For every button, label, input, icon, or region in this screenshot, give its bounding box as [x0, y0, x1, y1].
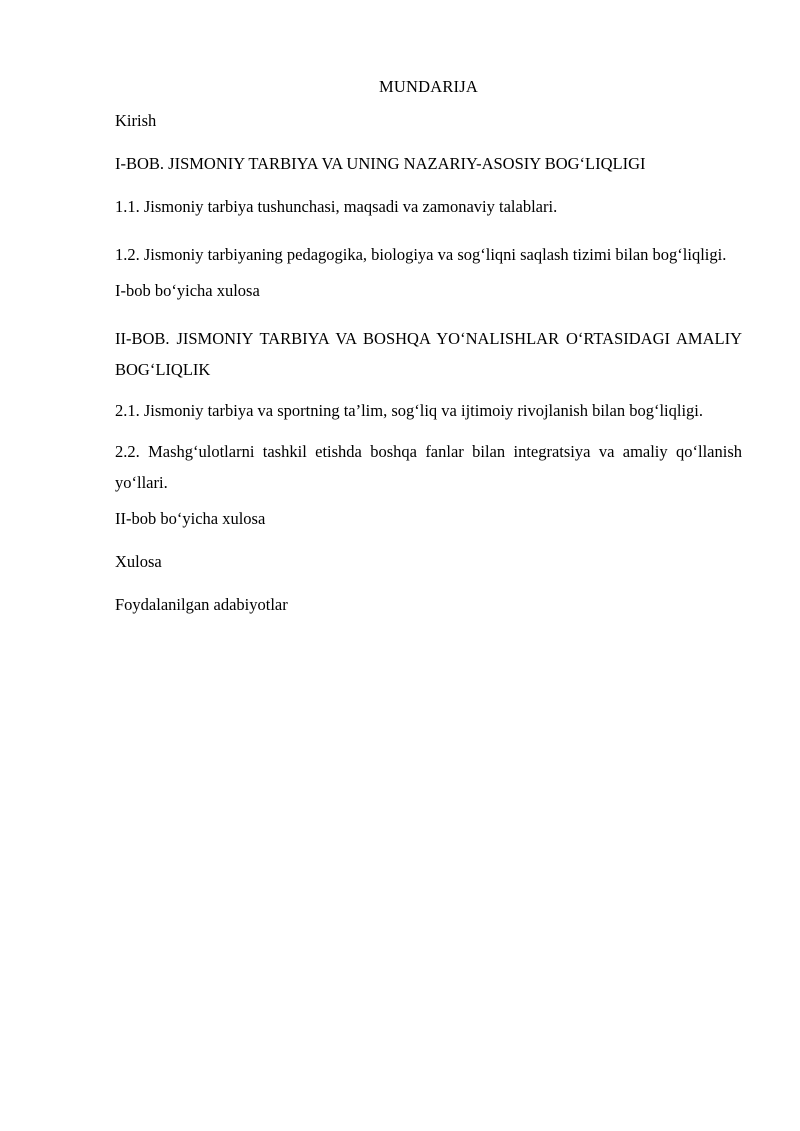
toc-entry-chapter-1: I-BOB. JISMONIY TARBIYA VA UNING NAZARIY-ASOSIY BOG‘LIQLIGI [115, 154, 646, 173]
toc-entry-section-1-1: 1.1. Jismoniy tarbiya tushunchasi, maqsadi va zamonaviy talablari. [115, 197, 558, 216]
toc-entry-conclusion: Xulosa [115, 552, 162, 571]
toc-entry-references: Foydalanilgan adabiyotlar [115, 595, 288, 614]
table-of-contents [115, 76, 742, 637]
toc-entry-introduction: Kirish [115, 111, 157, 130]
toc-entry-chapter-2-conclusion: II-bob bo‘yicha xulosa [115, 509, 266, 528]
toc-entry-section-1-2: 1.2. Jismoniy tarbiyaning pedagogika, biologiya va sog‘liqni saqlash tizimi bilan bog‘liqligi. [115, 245, 727, 264]
toc-entry-chapter-1-conclusion: I-bob bo‘yicha xulosa [115, 281, 260, 300]
page-title: MUNDARIJA [379, 77, 478, 96]
toc-entry-chapter-2: II-BOB. JISMONIY TARBIYA VA BOSHQA YO‘NALISHLAR O‘RTASIDAGI AMALIY BOG‘LIQLIK [115, 329, 742, 379]
toc-entry-section-2-1: 2.1. Jismoniy tarbiya va sportning ta’lim, sog‘liq va ijtimoiy rivojlanish bilan bog‘liqligi. [115, 401, 703, 420]
toc-entry-section-2-2: 2.2. Mashg‘ulotlarni tashkil etishda boshqa fanlar bilan integratsiya va amaliy qo‘llanish yo‘llari. [115, 442, 742, 492]
